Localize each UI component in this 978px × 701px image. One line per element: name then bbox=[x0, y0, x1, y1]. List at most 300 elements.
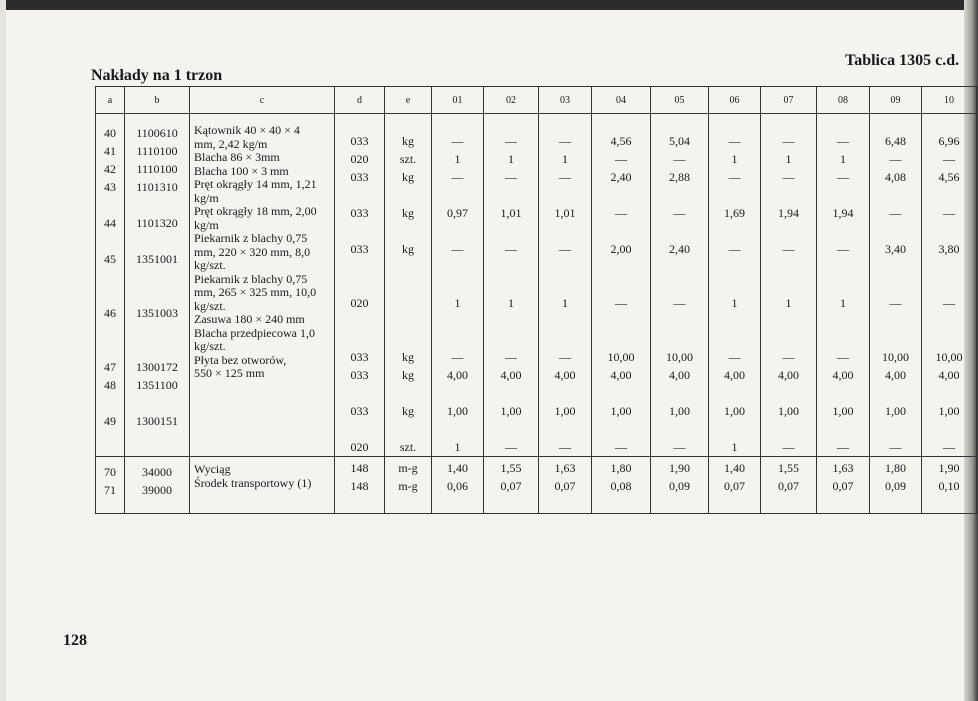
table-cell: 020 bbox=[350, 296, 369, 310]
description-line: kg/m bbox=[194, 190, 219, 205]
table-cell: m-g bbox=[398, 479, 418, 493]
table-cell bbox=[432, 384, 483, 402]
table-cell: 4,56 bbox=[938, 170, 960, 184]
table-cell: kg bbox=[402, 206, 414, 220]
table-cell: 43 bbox=[104, 180, 116, 194]
table-cell: 033 bbox=[350, 206, 369, 220]
table-cell bbox=[432, 222, 483, 240]
table-cell: 10,00 bbox=[666, 350, 693, 364]
table-cell: kg bbox=[402, 170, 414, 184]
table-cell: 3,40 bbox=[885, 242, 906, 256]
table-cell: 4,00 bbox=[778, 368, 799, 382]
table-cell: 2,88 bbox=[669, 170, 690, 184]
table-cell bbox=[817, 312, 869, 330]
table-cell bbox=[761, 114, 816, 132]
table-cell: 0,07 bbox=[554, 479, 576, 493]
table-cell bbox=[651, 114, 708, 132]
table-cell bbox=[709, 114, 760, 132]
description-line: Pręt okrągły 18 mm, 2,00 bbox=[194, 204, 317, 218]
table-cell bbox=[817, 114, 869, 132]
table-cell bbox=[484, 384, 538, 402]
table-cell bbox=[484, 276, 538, 294]
table-cell: 1101310 bbox=[136, 180, 178, 194]
table-cell: 1,01 bbox=[500, 206, 522, 220]
table-cell bbox=[651, 312, 708, 330]
table-cell bbox=[651, 330, 708, 348]
table-cell: 0,09 bbox=[669, 479, 690, 493]
table-cell: — bbox=[728, 170, 741, 184]
col-header: 03 bbox=[539, 87, 592, 114]
table-cell: 1 bbox=[731, 296, 738, 310]
table-cell: 1 bbox=[731, 440, 738, 454]
description-line: kg/m bbox=[194, 217, 219, 232]
col-header: 07 bbox=[761, 87, 817, 114]
table-cell bbox=[335, 186, 384, 204]
table-cell: — bbox=[615, 206, 627, 220]
table-cell: 1,80 bbox=[885, 461, 906, 475]
table-cell: 033 bbox=[350, 170, 369, 184]
table-cell bbox=[432, 186, 483, 204]
table-cell: 1,00 bbox=[832, 404, 854, 418]
table-cell bbox=[817, 276, 869, 294]
table-cell: 1,63 bbox=[554, 461, 576, 475]
table-cell: — bbox=[837, 134, 849, 148]
table-cell: 1,40 bbox=[724, 461, 745, 475]
table-cell bbox=[125, 232, 189, 250]
table-cell: 10,00 bbox=[882, 350, 909, 364]
table-cell: 1,01 bbox=[554, 206, 576, 220]
table-cell: 2,00 bbox=[610, 242, 632, 256]
col-header: 09 bbox=[870, 87, 922, 114]
table-cell bbox=[484, 222, 538, 240]
col-header: e bbox=[385, 87, 432, 114]
table-cell bbox=[125, 268, 189, 286]
table-cell bbox=[335, 114, 384, 132]
table-cell bbox=[922, 258, 976, 276]
table-cell: 1,63 bbox=[832, 461, 854, 475]
table-cell: 033 bbox=[350, 350, 369, 364]
table-cell bbox=[96, 394, 124, 412]
table-cell: 1 bbox=[562, 152, 568, 166]
table-cell: — bbox=[782, 350, 795, 364]
table-cell bbox=[484, 312, 538, 330]
table-cell: 1,90 bbox=[938, 461, 960, 475]
table-cell: 4,08 bbox=[885, 170, 906, 184]
table-cell: 4,00 bbox=[938, 368, 960, 382]
table-cell bbox=[870, 258, 921, 276]
table-cell: 033 bbox=[350, 368, 369, 382]
description-line: mm, 2,42 kg/m bbox=[194, 136, 268, 151]
table-cell bbox=[922, 186, 976, 204]
table-cell: 70 bbox=[104, 465, 116, 479]
table-cell: — bbox=[559, 350, 571, 364]
table-cell bbox=[817, 420, 869, 438]
table-cell bbox=[335, 420, 384, 438]
table-cell bbox=[870, 312, 921, 330]
table-cell: 4,00 bbox=[724, 368, 745, 382]
table-cell: 1,00 bbox=[938, 404, 960, 418]
table-cell bbox=[432, 258, 483, 276]
table-cell: — bbox=[943, 296, 955, 310]
table-cell: 0,07 bbox=[832, 479, 854, 493]
table-cell: 1 bbox=[508, 296, 514, 310]
table-cell bbox=[335, 312, 384, 330]
table-cell: 1300172 bbox=[136, 360, 178, 374]
table-cell: 1100610 bbox=[136, 126, 178, 140]
table-cell bbox=[709, 222, 760, 240]
table-cell: 42 bbox=[104, 162, 116, 176]
description-line: Kątownik 40 × 40 × 4 bbox=[194, 123, 300, 137]
col-10 bbox=[922, 457, 977, 514]
table-cell: 2,40 bbox=[669, 242, 690, 256]
table-cell: — bbox=[615, 152, 627, 166]
table-cell bbox=[385, 420, 431, 438]
col-header: d bbox=[335, 87, 385, 114]
table-cell: 1 bbox=[731, 152, 738, 166]
table-cell: 1 bbox=[785, 296, 792, 310]
table-cell: 6,96 bbox=[938, 134, 960, 148]
col-10 bbox=[922, 114, 977, 457]
col-05 bbox=[651, 114, 709, 457]
table-cell: — bbox=[837, 170, 849, 184]
col-header: 04 bbox=[592, 87, 651, 114]
table-cell: — bbox=[782, 440, 795, 454]
table-cell bbox=[96, 322, 124, 340]
table-cell bbox=[539, 114, 591, 132]
table-cell: 46 bbox=[104, 306, 116, 320]
col-01 bbox=[432, 457, 484, 514]
col-header: 08 bbox=[817, 87, 870, 114]
table-cell bbox=[592, 222, 650, 240]
table-cell: — bbox=[943, 152, 955, 166]
table-cell bbox=[709, 258, 760, 276]
table-cell: — bbox=[889, 296, 902, 310]
description-line: Płyta bez otworów, bbox=[194, 352, 287, 367]
table-cell: — bbox=[451, 242, 464, 256]
col-06 bbox=[709, 114, 761, 457]
table-cell: — bbox=[451, 134, 464, 148]
table-cell: 2,40 bbox=[610, 170, 632, 184]
table-cell: 1,40 bbox=[447, 461, 468, 475]
col-09 bbox=[870, 114, 922, 457]
table-cell: 0,06 bbox=[447, 479, 468, 493]
table-cell bbox=[922, 222, 976, 240]
table-cell bbox=[484, 114, 538, 132]
col-08 bbox=[817, 457, 870, 514]
table-cell: — bbox=[451, 170, 464, 184]
table-cell: — bbox=[943, 206, 955, 220]
table-cell: 1,55 bbox=[500, 461, 522, 475]
col-a bbox=[96, 114, 125, 457]
table-cell bbox=[432, 420, 483, 438]
table-cell: 1110100 bbox=[136, 144, 178, 158]
table-cell: szt. bbox=[399, 152, 417, 166]
table-cell bbox=[709, 186, 760, 204]
description-line: Blacha 100 × 3 mm bbox=[194, 163, 289, 178]
table-cell bbox=[385, 276, 431, 294]
table-cell: — bbox=[728, 242, 741, 256]
table-cell: — bbox=[615, 440, 627, 454]
col-header: 02 bbox=[484, 87, 539, 114]
table-cell bbox=[592, 312, 650, 330]
table-cell bbox=[651, 420, 708, 438]
table-cell: 49 bbox=[104, 414, 116, 428]
table-cell: 1 bbox=[840, 296, 846, 310]
col-02 bbox=[484, 114, 539, 457]
description-line: Pręt okrągły 14 mm, 1,21 bbox=[194, 177, 317, 191]
table-cell: — bbox=[837, 440, 849, 454]
table-cell bbox=[125, 196, 189, 214]
description-line: mm, 220 × 320 mm, 8,0 bbox=[194, 244, 311, 259]
table-cell: — bbox=[889, 440, 902, 454]
table-cell: — bbox=[782, 242, 795, 256]
table-cell: 1 bbox=[785, 152, 792, 166]
table-cell bbox=[432, 330, 483, 348]
table-cell bbox=[761, 312, 816, 330]
table-cell bbox=[870, 186, 921, 204]
table-cell: kg bbox=[402, 242, 414, 256]
table-cell: 4,00 bbox=[447, 368, 468, 382]
table-cell: kg bbox=[402, 350, 414, 364]
table-cell bbox=[922, 276, 976, 294]
table-cell bbox=[539, 222, 591, 240]
table-cell: 1 bbox=[454, 440, 461, 454]
table-cell bbox=[870, 420, 921, 438]
col-e bbox=[385, 457, 432, 514]
table-cell bbox=[651, 258, 708, 276]
table-cell bbox=[651, 384, 708, 402]
table-cell: 033 bbox=[350, 404, 369, 418]
table-cell bbox=[335, 276, 384, 294]
table-cell bbox=[385, 258, 431, 276]
table-cell bbox=[335, 258, 384, 276]
table-cell: — bbox=[505, 170, 517, 184]
col-header: a bbox=[96, 87, 125, 114]
table-cell: 1,55 bbox=[778, 461, 799, 475]
col-b bbox=[125, 114, 190, 457]
table-cell: — bbox=[559, 440, 571, 454]
table-cell: 1 bbox=[562, 296, 568, 310]
table-cell bbox=[385, 384, 431, 402]
table-cell: 48 bbox=[104, 378, 116, 392]
table-cell bbox=[870, 384, 921, 402]
table-cell: 1,90 bbox=[669, 461, 690, 475]
description-line: Blacha przedpiecowa 1,0 bbox=[194, 325, 315, 340]
col-c bbox=[190, 457, 335, 514]
table-cell bbox=[592, 276, 650, 294]
description-line: Piekarnik z blachy 0,75 bbox=[194, 231, 308, 245]
col-04 bbox=[592, 457, 651, 514]
description-line: Blacha 86 × 3mm bbox=[194, 150, 280, 164]
table-cell bbox=[761, 222, 816, 240]
table-cell bbox=[484, 258, 538, 276]
table-cell: 0,10 bbox=[938, 479, 960, 493]
table-cell: 148 bbox=[350, 479, 369, 493]
table-cell: 0,09 bbox=[885, 479, 906, 493]
table-cell: 1110100 bbox=[136, 162, 178, 176]
table-cell: — bbox=[559, 170, 571, 184]
table-cell: 0,07 bbox=[500, 479, 522, 493]
table-cell bbox=[709, 384, 760, 402]
table-cell: 1101320 bbox=[136, 216, 178, 230]
table-cell: 1351003 bbox=[136, 306, 178, 320]
table-cell: — bbox=[673, 440, 686, 454]
table-cell bbox=[709, 330, 760, 348]
table-cell: — bbox=[782, 134, 795, 148]
table-cell: — bbox=[889, 152, 902, 166]
table-cell: 44 bbox=[104, 216, 116, 230]
table-cell: 1,00 bbox=[447, 404, 468, 418]
table-cell: 4,00 bbox=[500, 368, 522, 382]
table-cell: 0,07 bbox=[778, 479, 799, 493]
col-01 bbox=[432, 114, 484, 457]
table-cell: 1 bbox=[840, 152, 846, 166]
table-cell bbox=[539, 276, 591, 294]
table-cell: 40 bbox=[104, 126, 116, 140]
table-cell: 033 bbox=[350, 242, 369, 256]
table-cell: 4,00 bbox=[554, 368, 576, 382]
table-cell bbox=[96, 268, 124, 286]
table-cell bbox=[761, 384, 816, 402]
description-line: Piekarnik z blachy 0,75 bbox=[194, 271, 308, 286]
table-cell bbox=[592, 330, 650, 348]
table-cell: 020 bbox=[350, 152, 369, 166]
table-cell: 1,00 bbox=[669, 404, 690, 418]
table-cell: — bbox=[505, 350, 517, 364]
table-cell: — bbox=[559, 134, 571, 148]
description-text bbox=[190, 461, 334, 490]
table-cell: — bbox=[837, 350, 849, 364]
table-cell bbox=[539, 186, 591, 204]
table-cell bbox=[539, 258, 591, 276]
table-cell: — bbox=[673, 206, 686, 220]
col-07 bbox=[761, 114, 817, 457]
table-cell: — bbox=[889, 206, 902, 220]
table-cell: 1,94 bbox=[832, 206, 854, 220]
table-cell: 34000 bbox=[142, 465, 172, 479]
table-cell bbox=[539, 384, 591, 402]
table-cell: 5,04 bbox=[669, 134, 690, 148]
table-cell: 1,94 bbox=[778, 206, 799, 220]
table-cell: m-g bbox=[398, 461, 418, 475]
table-cell bbox=[335, 384, 384, 402]
table-cell: — bbox=[451, 350, 464, 364]
table-cell bbox=[761, 276, 816, 294]
table-cell: — bbox=[505, 440, 517, 454]
table-cell: 4,56 bbox=[610, 134, 632, 148]
table-cell: 4,00 bbox=[610, 368, 632, 382]
table-cell bbox=[592, 258, 650, 276]
table-cell bbox=[432, 114, 483, 132]
table-cell bbox=[817, 384, 869, 402]
table-cell bbox=[709, 312, 760, 330]
col-d bbox=[335, 457, 385, 514]
table-cell bbox=[335, 222, 384, 240]
table-cell bbox=[539, 420, 591, 438]
col-header: 06 bbox=[709, 87, 761, 114]
table-cell: — bbox=[728, 350, 741, 364]
table-cell bbox=[761, 186, 816, 204]
table-cell: 10,00 bbox=[607, 350, 635, 364]
description-line: 550 × 125 mm bbox=[194, 366, 265, 380]
page-title: Nakłady na 1 trzon bbox=[91, 67, 223, 84]
table-cell bbox=[817, 186, 869, 204]
table-cell: 1,00 bbox=[610, 404, 632, 418]
table-cell: — bbox=[782, 170, 795, 184]
table-cell bbox=[539, 330, 591, 348]
table-cell bbox=[870, 222, 921, 240]
table-cell bbox=[432, 276, 483, 294]
table-cell bbox=[385, 294, 431, 312]
table-block-equipment bbox=[96, 457, 977, 514]
table-cell bbox=[922, 384, 976, 402]
table-cell bbox=[651, 276, 708, 294]
table-cell bbox=[592, 186, 650, 204]
table-cell: 1,80 bbox=[610, 461, 632, 475]
table-cell: 033 bbox=[350, 134, 369, 148]
description-line: kg/szt. bbox=[194, 258, 226, 272]
table-cell bbox=[761, 258, 816, 276]
table-cell bbox=[96, 196, 124, 214]
table-cell bbox=[96, 286, 124, 304]
table-cell bbox=[870, 114, 921, 132]
table-cell bbox=[385, 114, 431, 132]
table-cell: — bbox=[615, 296, 627, 310]
table-cell: 39000 bbox=[142, 483, 172, 497]
table-cell: 148 bbox=[350, 461, 369, 475]
description-line: Środek transportowy (1) bbox=[194, 475, 312, 490]
page-number: 128 bbox=[63, 632, 87, 649]
table-cell: 1,00 bbox=[724, 404, 745, 418]
table-cell bbox=[922, 312, 976, 330]
col-08 bbox=[817, 114, 870, 457]
table-cell: 3,80 bbox=[938, 242, 960, 256]
table-cell bbox=[484, 186, 538, 204]
table-cell bbox=[335, 330, 384, 348]
table-cell: — bbox=[505, 134, 517, 148]
table-cell bbox=[922, 114, 976, 132]
table-cell: szt. bbox=[399, 440, 417, 454]
table-label: Tablica 1305 c.d. bbox=[845, 52, 960, 69]
table-cell: 1 bbox=[454, 152, 461, 166]
col-e bbox=[385, 114, 432, 457]
col-header: c bbox=[190, 87, 335, 114]
table-cell bbox=[870, 276, 921, 294]
table-cell: 1,00 bbox=[778, 404, 799, 418]
table-cell: 0,08 bbox=[610, 479, 632, 493]
table-cell bbox=[385, 186, 431, 204]
table-cell: 0,97 bbox=[447, 206, 468, 220]
table-cell: 1 bbox=[508, 152, 514, 166]
table-cell: kg bbox=[402, 368, 414, 382]
table-cell: — bbox=[837, 242, 849, 256]
table-cell: 0,07 bbox=[724, 479, 745, 493]
table-cell bbox=[539, 312, 591, 330]
table-cell bbox=[870, 330, 921, 348]
col-05 bbox=[651, 457, 709, 514]
table-cell: kg bbox=[402, 134, 414, 148]
table-cell bbox=[592, 384, 650, 402]
table-cell: 71 bbox=[104, 483, 116, 497]
col-header: 05 bbox=[651, 87, 709, 114]
table-cell: 1351001 bbox=[136, 252, 178, 266]
table-cell bbox=[484, 330, 538, 348]
table-cell bbox=[432, 312, 483, 330]
col-d bbox=[335, 114, 385, 457]
col-header: 10 bbox=[922, 87, 977, 114]
col-09 bbox=[870, 457, 922, 514]
table-cell: 4,00 bbox=[669, 368, 690, 382]
